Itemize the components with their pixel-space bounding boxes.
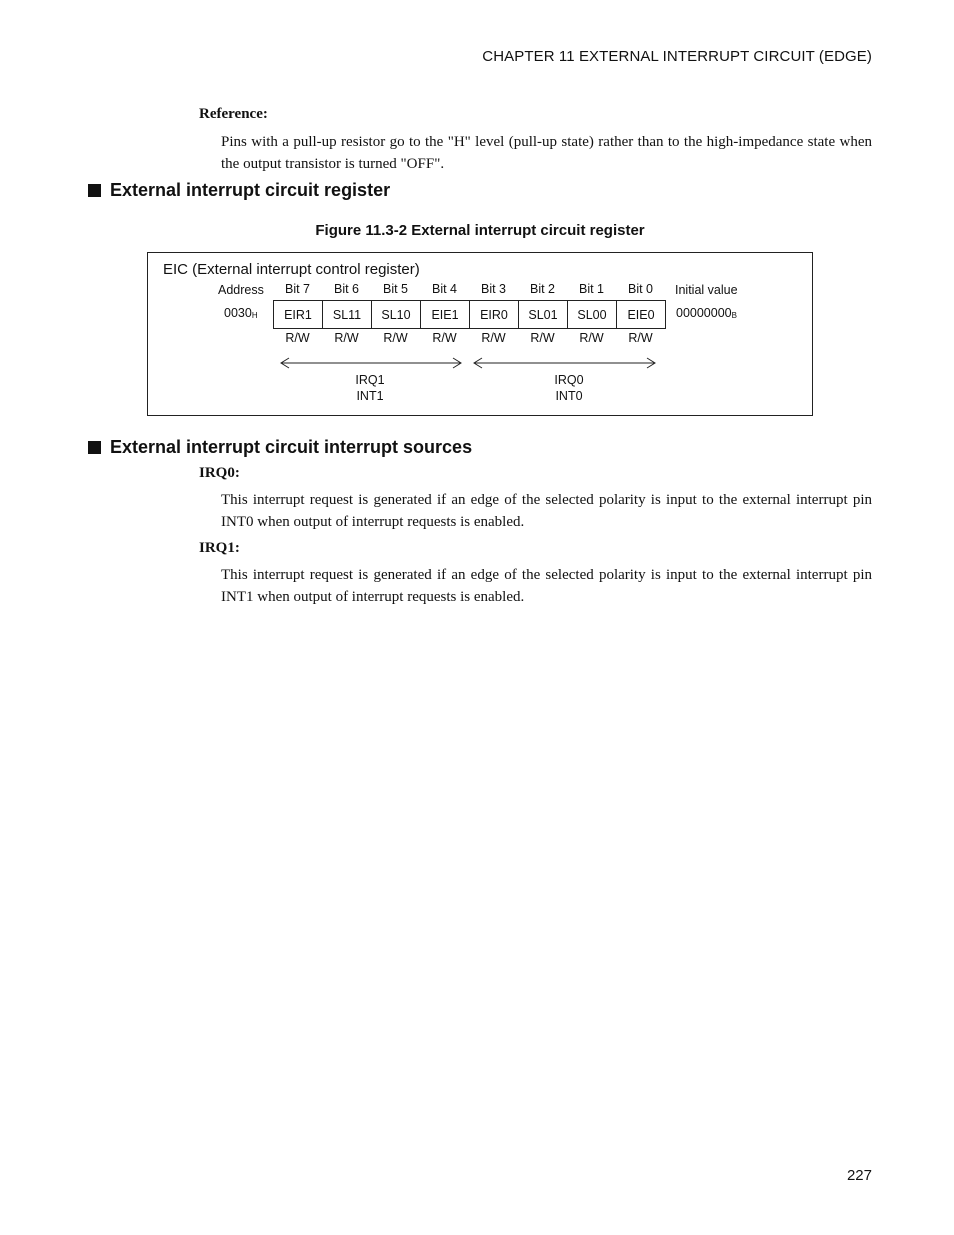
square-bullet-icon xyxy=(88,441,101,454)
page-number: 227 xyxy=(846,1167,872,1184)
bit-access: R/W xyxy=(334,331,359,345)
initial-value-label: Initial value xyxy=(675,283,738,297)
group-label-irq0: IRQ0 INT0 xyxy=(554,373,584,403)
bit-header: Bit 5 xyxy=(382,282,408,296)
bit-cell: EIE0 xyxy=(617,301,666,328)
group-label-irq1: IRQ1 INT1 xyxy=(355,373,385,403)
bit-access: R/W xyxy=(432,331,457,345)
bit-cell: SL01 xyxy=(519,301,568,328)
irq1-text: This interrupt request is generated if an edge of the selected polarity is input to the external interrupt pin INT1 when output of interrupt requests is enabled. xyxy=(221,567,872,605)
irq0-title: IRQ0: xyxy=(199,465,240,481)
irq1-title: IRQ1: xyxy=(199,540,240,556)
bit-cell: EIR1 xyxy=(274,301,323,328)
reference-text: Pins with a pull-up resistor go to the "H" level (pull-up state) rather than to the high-impedance state when the output transistor is turned "OFF". xyxy=(221,134,872,172)
bit-header: Bit 1 xyxy=(578,282,604,296)
bit-header: Bit 6 xyxy=(333,282,359,296)
irq0-text: This interrupt request is generated if an edge of the selected polarity is input to the external interrupt pin INT0 when output of interrupt requests is enabled. xyxy=(221,492,872,530)
section-heading-text: External interrupt circuit interrupt sources xyxy=(110,437,473,457)
figure-caption: Figure 11.3-2 External interrupt circuit register xyxy=(315,222,645,239)
register-title: EIC (External interrupt control register) xyxy=(163,261,420,278)
bit-header: Bit 0 xyxy=(627,282,653,296)
bit-header: Bit 2 xyxy=(529,282,555,296)
initial-value: $00000000_B$ xyxy=(676,306,737,320)
register-figure xyxy=(147,252,813,416)
bit-header: Bit 7 xyxy=(284,282,310,296)
bit-access: R/W xyxy=(285,331,310,345)
address-value: $0030_H$ xyxy=(224,306,258,320)
section-heading-sources xyxy=(88,437,472,458)
bit-access: R/W xyxy=(579,331,604,345)
bit-access: R/W xyxy=(383,331,408,345)
address-label: Address xyxy=(218,283,264,297)
bit-cell: SL10 xyxy=(372,301,421,328)
section-heading-text: External interrupt circuit register xyxy=(110,180,391,200)
reference-title: Reference: xyxy=(199,106,268,122)
square-bullet-icon xyxy=(88,184,101,197)
bit-header: Bit 3 xyxy=(480,282,506,296)
bit-cell: EIE1 xyxy=(421,301,470,328)
bit-access: R/W xyxy=(530,331,555,345)
bit-cell: EIR0 xyxy=(470,301,519,328)
bit-access: R/W xyxy=(481,331,506,345)
bit-header: Bit 4 xyxy=(431,282,457,296)
group-arrows xyxy=(148,253,812,415)
bit-cell: SL00 xyxy=(568,301,617,328)
chapter-header: CHAPTER 11 EXTERNAL INTERRUPT CIRCUIT (EDGE) xyxy=(482,48,872,65)
section-heading-register xyxy=(88,180,390,201)
bit-cell: SL11 xyxy=(323,301,372,328)
bit-access: R/W xyxy=(628,331,653,345)
